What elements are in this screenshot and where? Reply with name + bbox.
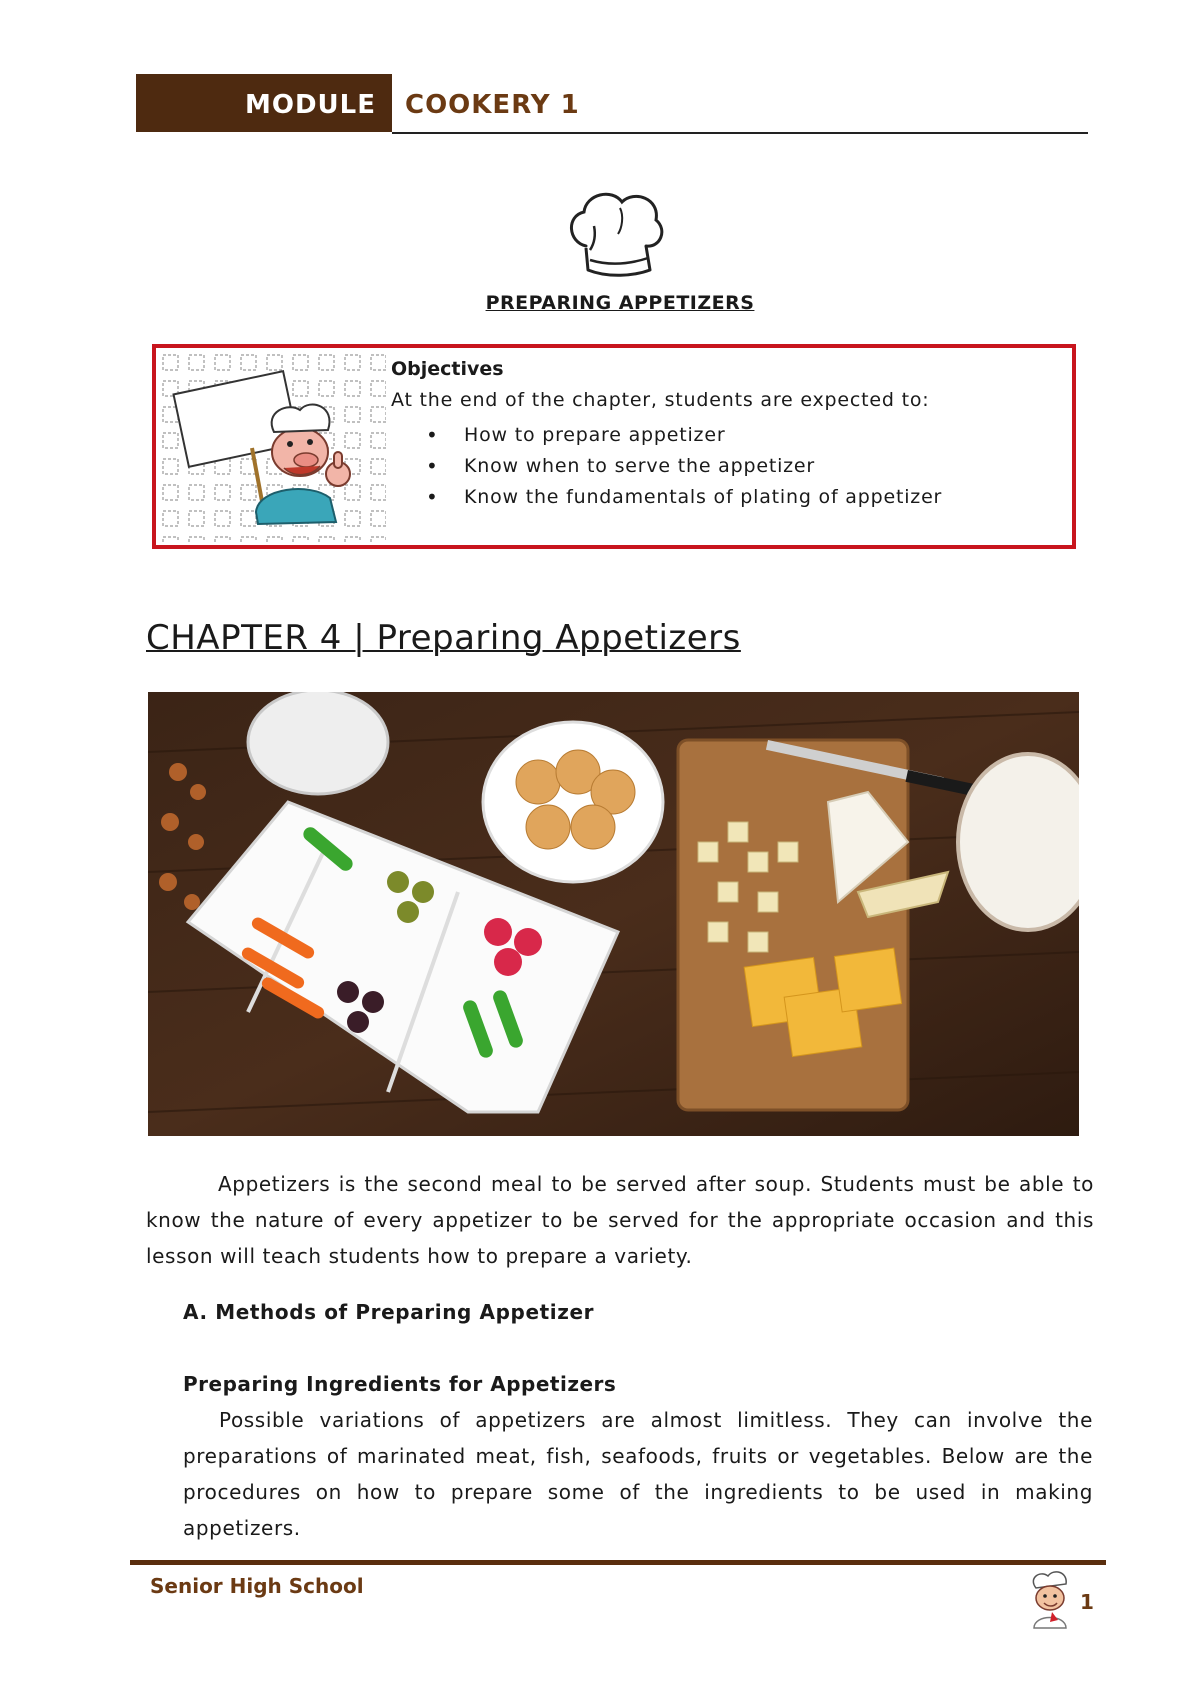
chapter-title: CHAPTER 4 | Preparing Appetizers	[146, 618, 741, 658]
module-label: MODULE	[245, 90, 376, 120]
section-heading: A. Methods of Preparing Appetizer	[183, 1300, 595, 1324]
objectives-intro: At the end of the chapter, students are expected to:	[391, 389, 930, 411]
chef-hat-icon	[564, 186, 670, 282]
footer-school-name: Senior High School	[150, 1574, 364, 1598]
body-paragraph: Possible variations of appetizers are almost limitless. They can involve the preparations of marinated meat, fish, seafoods, fruits or vegetables. Below are the procedures on how to prepare some of the ingredients to be used in making appetizers.	[183, 1408, 1093, 1540]
objective-item: • Know when to serve the appetizer	[420, 451, 942, 482]
objectives-heading: Objectives	[391, 358, 504, 380]
intro-paragraph	[146, 1166, 1094, 1274]
objective-item: • Know the fundamentals of plating of appetizer	[420, 482, 942, 513]
page-title: PREPARING APPETIZERS	[485, 292, 755, 314]
intro-paragraph-text: Appetizers is the second meal to be served after soup. Students must be able to know the nature of every appetizer to be served for the appropriate occasion and this lesson will teach students how to prepare a variety.	[146, 1172, 1094, 1268]
header-rule	[392, 132, 1088, 134]
subject-title: COOKERY 1	[405, 90, 580, 120]
chef-sign-illustration	[160, 352, 386, 542]
page-number: 1	[1080, 1590, 1094, 1614]
footer-rule	[130, 1560, 1106, 1565]
objective-item: • How to prepare appetizer	[420, 420, 942, 451]
chef-mascot-icon	[1022, 1568, 1078, 1630]
objectives-list	[420, 420, 942, 513]
sub-heading: Preparing Ingredients for Appetizers	[183, 1372, 617, 1396]
appetizer-platter-photo	[148, 692, 1079, 1136]
